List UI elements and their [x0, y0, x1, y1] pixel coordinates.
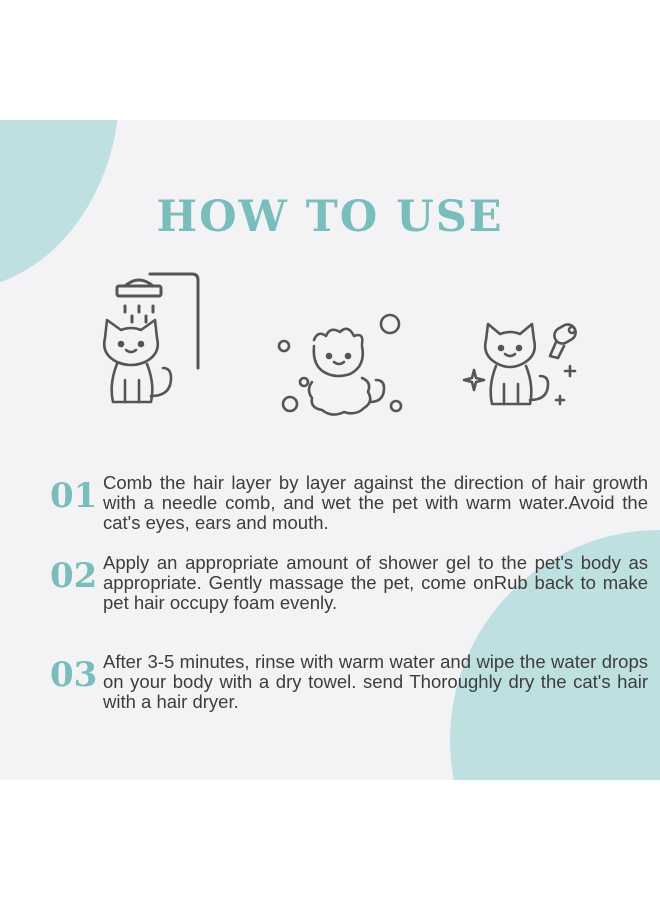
step-text: After 3-5 minutes, rinse with warm water and wipe the water drops on your body with a dry towel. send Thoroughly dry the cat's hair with a hair dryer. [103, 651, 648, 712]
step-number: 02 [50, 556, 98, 596]
cat-icon [485, 324, 548, 404]
step-number: 03 [50, 655, 98, 695]
hair-dryer-icon [550, 322, 579, 358]
step-text: Apply an appropriate amount of shower gel to the pet's body as appropriate. Gently massage the pet, come onRub back to make pet hair occupy foam evenly. [103, 552, 648, 613]
cat-foam-illustration [272, 310, 412, 425]
step-text: Comb the hair layer by layer against the direction of hair growth with a needle comb, and wet the pet with warm water.Avoid the cat's eyes, ears and mouth. [103, 472, 648, 533]
cat-shower-illustration [95, 268, 215, 423]
sparkle-icon [464, 366, 575, 404]
shower-icon [117, 274, 198, 368]
cat-icon [104, 320, 171, 402]
cat-icon [309, 329, 384, 415]
step-number: 01 [50, 476, 98, 516]
cat-dryer-illustration [460, 320, 590, 425]
how-to-use-panel [0, 120, 660, 780]
page-title: HOW TO USE [156, 192, 504, 242]
